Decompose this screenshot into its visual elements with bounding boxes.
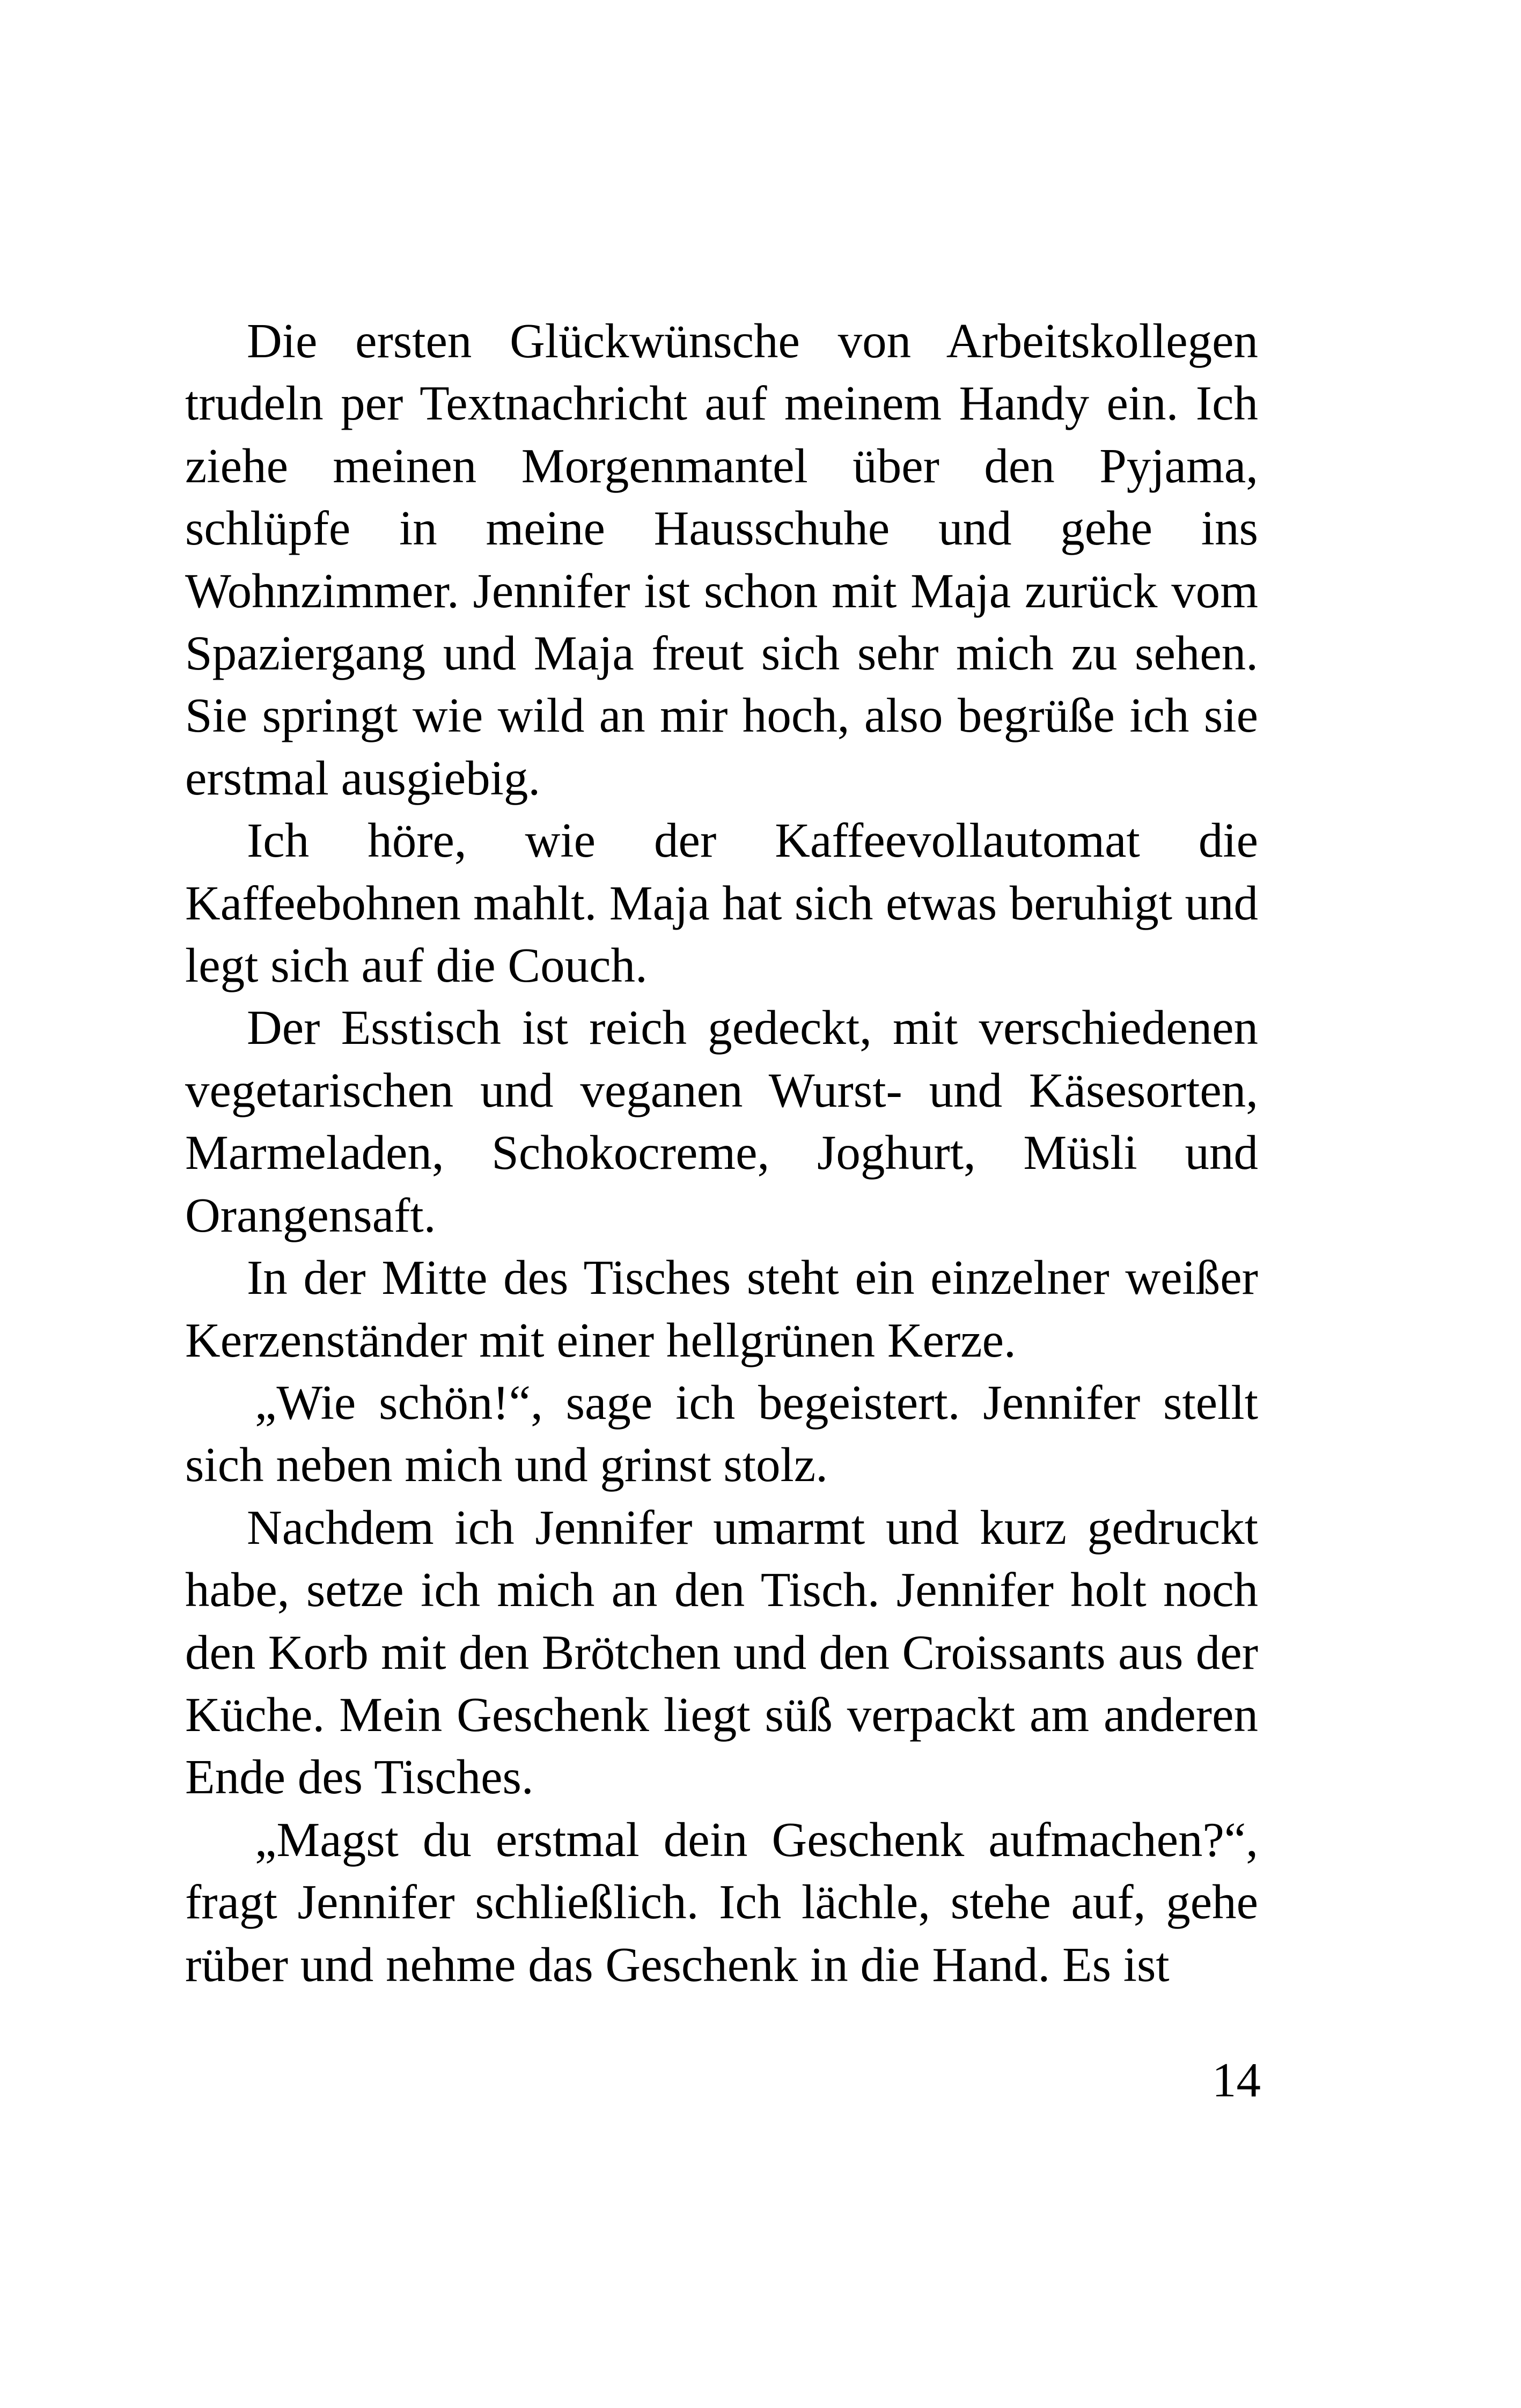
paragraph-4: In der Mitte des Tisches steht ein einzelner weißer Kerzenständer mit einer hellgrünen Kerze.	[185, 1250, 1258, 1367]
paragraph-3: Der Esstisch ist reich gedeckt, mit verschiedenen vegetarischen und veganen Wurst- und Käsesorten, Marmeladen, Schokocreme, Joghurt, Müsli und Orangensaft.	[185, 1000, 1258, 1242]
paragraph-6: Nachdem ich Jennifer umarmt und kurz gedruckt habe, setze ich mich an den Tisch. Jennifer holt noch den Korb mit den Brötchen und den Croissants aus der Küche. Mein Geschenk liegt süß verpackt am anderen Ende des Tisches.	[185, 1500, 1258, 1805]
page-number: 14	[1212, 2053, 1261, 2107]
paragraph-1: Die ersten Glückwünsche von Arbeitskollegen trudeln per Textnachricht auf meinem Handy ein. Ich ziehe meinen Morgenmantel über den Pyjama, schlüpfe in meine Hausschuhe und gehe ins Wohnzimmer. Jennifer ist schon mit Maja zurück vom Spaziergang und Maja freut sich sehr mich zu sehen. Sie springt wie wild an mir hoch, also begrüße ich sie erstmal ausgiebig.	[185, 314, 1258, 805]
paragraph-2: Ich höre, wie der Kaffeevollautomat die Kaffeebohnen mahlt. Maja hat sich etwas beruhigt und legt sich auf die Couch.	[185, 813, 1258, 993]
paragraph-5: „Wie schön!“, sage ich begeistert. Jennifer stellt sich neben mich und grinst stolz.	[185, 1375, 1258, 1492]
body-text	[185, 310, 1258, 1996]
paragraph-7: „Magst du erstmal dein Geschenk aufmachen?“, fragt Jennifer schließlich. Ich lächle, stehe auf, gehe rüber und nehme das Geschenk in die Hand. Es ist	[185, 1812, 1258, 1992]
